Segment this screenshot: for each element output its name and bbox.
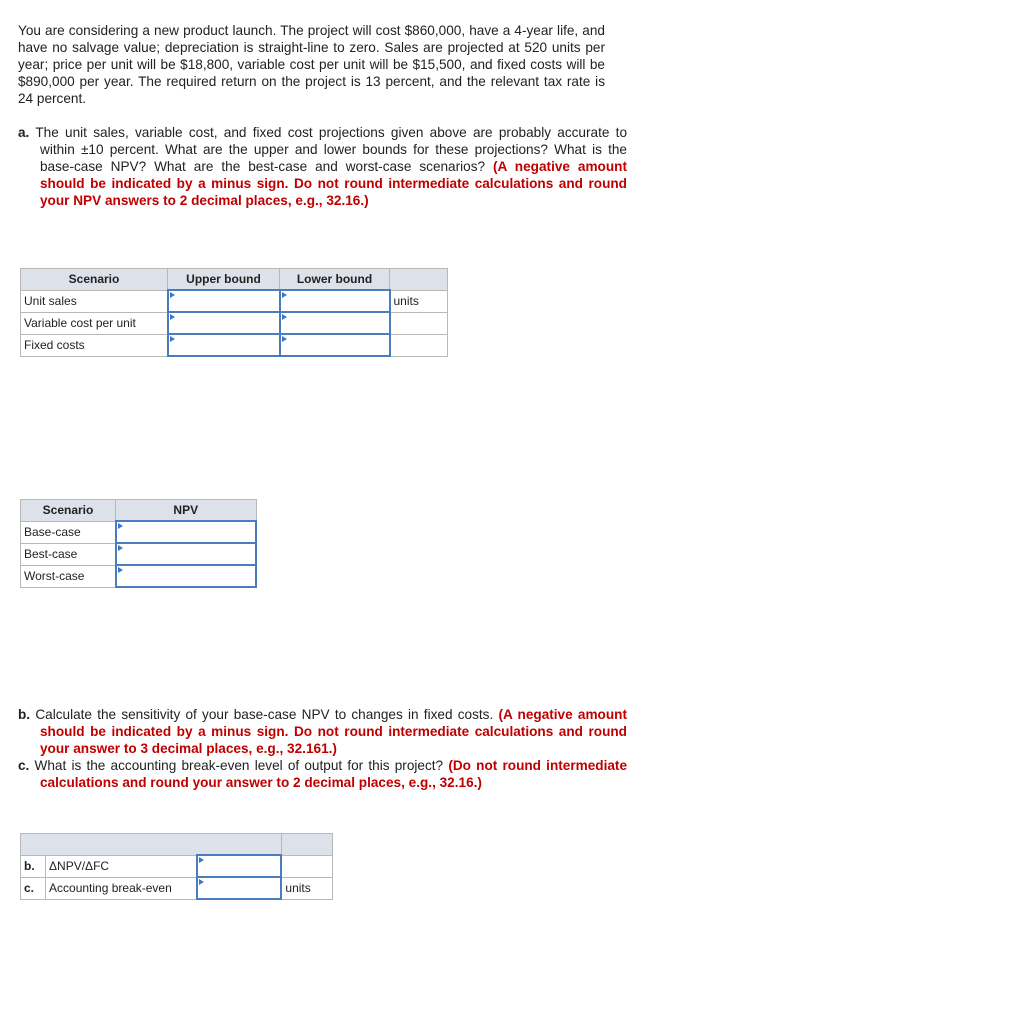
table-row — [21, 565, 257, 587]
sensitivity-input[interactable] — [198, 856, 284, 876]
variable-cost-lower-input[interactable] — [281, 313, 393, 333]
row-label: Variable cost per unit — [21, 312, 168, 334]
part-c-label: c. — [18, 758, 30, 773]
header-npv: NPV — [116, 500, 257, 522]
part-a-label: a. — [18, 125, 30, 140]
table-row — [21, 521, 257, 543]
part-c-text: What is the accounting break-even level of output for this project? — [29, 758, 449, 773]
part-c-instruction: (Do not round intermediate calculations and round your answer to 2 decimal places, e.g., 32.16.) — [40, 758, 628, 790]
fixed-costs-upper-input[interactable] — [169, 335, 283, 355]
header-scenario: Scenario — [21, 500, 116, 522]
bounds-table — [20, 268, 448, 357]
unit-sales-lower-input[interactable] — [281, 291, 393, 311]
table-row — [21, 877, 333, 899]
row-label: Fixed costs — [21, 334, 168, 356]
part-c-question — [18, 757, 627, 791]
header-blank — [21, 834, 282, 856]
part-b-label: b. — [18, 707, 31, 722]
base-case-npv-input[interactable] — [117, 522, 260, 542]
header-blank-unit — [281, 834, 332, 856]
header-upper: Upper bound — [168, 269, 280, 291]
fixed-costs-lower-input[interactable] — [281, 335, 393, 355]
variable-cost-upper-input[interactable] — [169, 313, 283, 333]
row-letter: c. — [21, 877, 46, 899]
row-label: Accounting break-even — [46, 877, 198, 899]
part-a-text: The unit sales, variable cost, and fixed cost projections given above are probably accurate to within ±10 percent. What are the upper and lower bounds for these projections? What is the base-case NPV? What are the best-case and worst-case scenarios? — [29, 125, 627, 174]
row-label: ΔNPV/ΔFC — [46, 855, 198, 877]
part-b-question — [18, 706, 627, 757]
header-lower: Lower bound — [280, 269, 390, 291]
header-scenario: Scenario — [21, 269, 168, 291]
row-label: Worst-case — [21, 565, 116, 587]
table-row — [21, 290, 448, 312]
unit-label — [390, 312, 448, 334]
part-b-instruction: (A negative amount should be indicated by a minus sign. Do not round intermediate calculations and round your answer to 3 decimal places, e.g., 32.161.) — [40, 707, 627, 756]
unit-label: units — [281, 877, 332, 899]
problem-intro: You are considering a new product launch. The project will cost $860,000, have a 4-year life, and have no salvage value; depreciation is straight-line to zero. Sales are projected at 520 units per year; price per unit will be $18,800, variable cost per unit will be $15,500, and fixed costs will be $890,000 per year. The required return on the project is 13 percent, and the relevant tax rate is 24 percent. — [18, 23, 605, 106]
row-letter: b. — [21, 855, 46, 877]
table-row — [21, 334, 448, 356]
part-b-text: Calculate the sensitivity of your base-case NPV to changes in fixed costs. — [30, 707, 499, 722]
row-label: Base-case — [21, 521, 116, 543]
worst-case-npv-input[interactable] — [117, 566, 260, 586]
row-label: Unit sales — [21, 290, 168, 312]
unit-label — [390, 334, 448, 356]
table-row — [21, 312, 448, 334]
part-a-question — [18, 124, 627, 209]
best-case-npv-input[interactable] — [117, 544, 260, 564]
answers-table — [20, 833, 333, 900]
npv-table — [20, 499, 257, 588]
table-row — [21, 543, 257, 565]
unit-sales-upper-input[interactable] — [169, 291, 283, 311]
part-a-instruction: (A negative amount should be indicated by a minus sign. Do not round intermediate calculations and round your NPV answers to 2 decimal places, e.g., 32.16.) — [40, 159, 627, 208]
header-unit — [390, 269, 448, 291]
unit-label — [281, 855, 332, 877]
unit-label: units — [390, 290, 448, 312]
row-label: Best-case — [21, 543, 116, 565]
break-even-input[interactable] — [198, 878, 284, 898]
table-row — [21, 855, 333, 877]
